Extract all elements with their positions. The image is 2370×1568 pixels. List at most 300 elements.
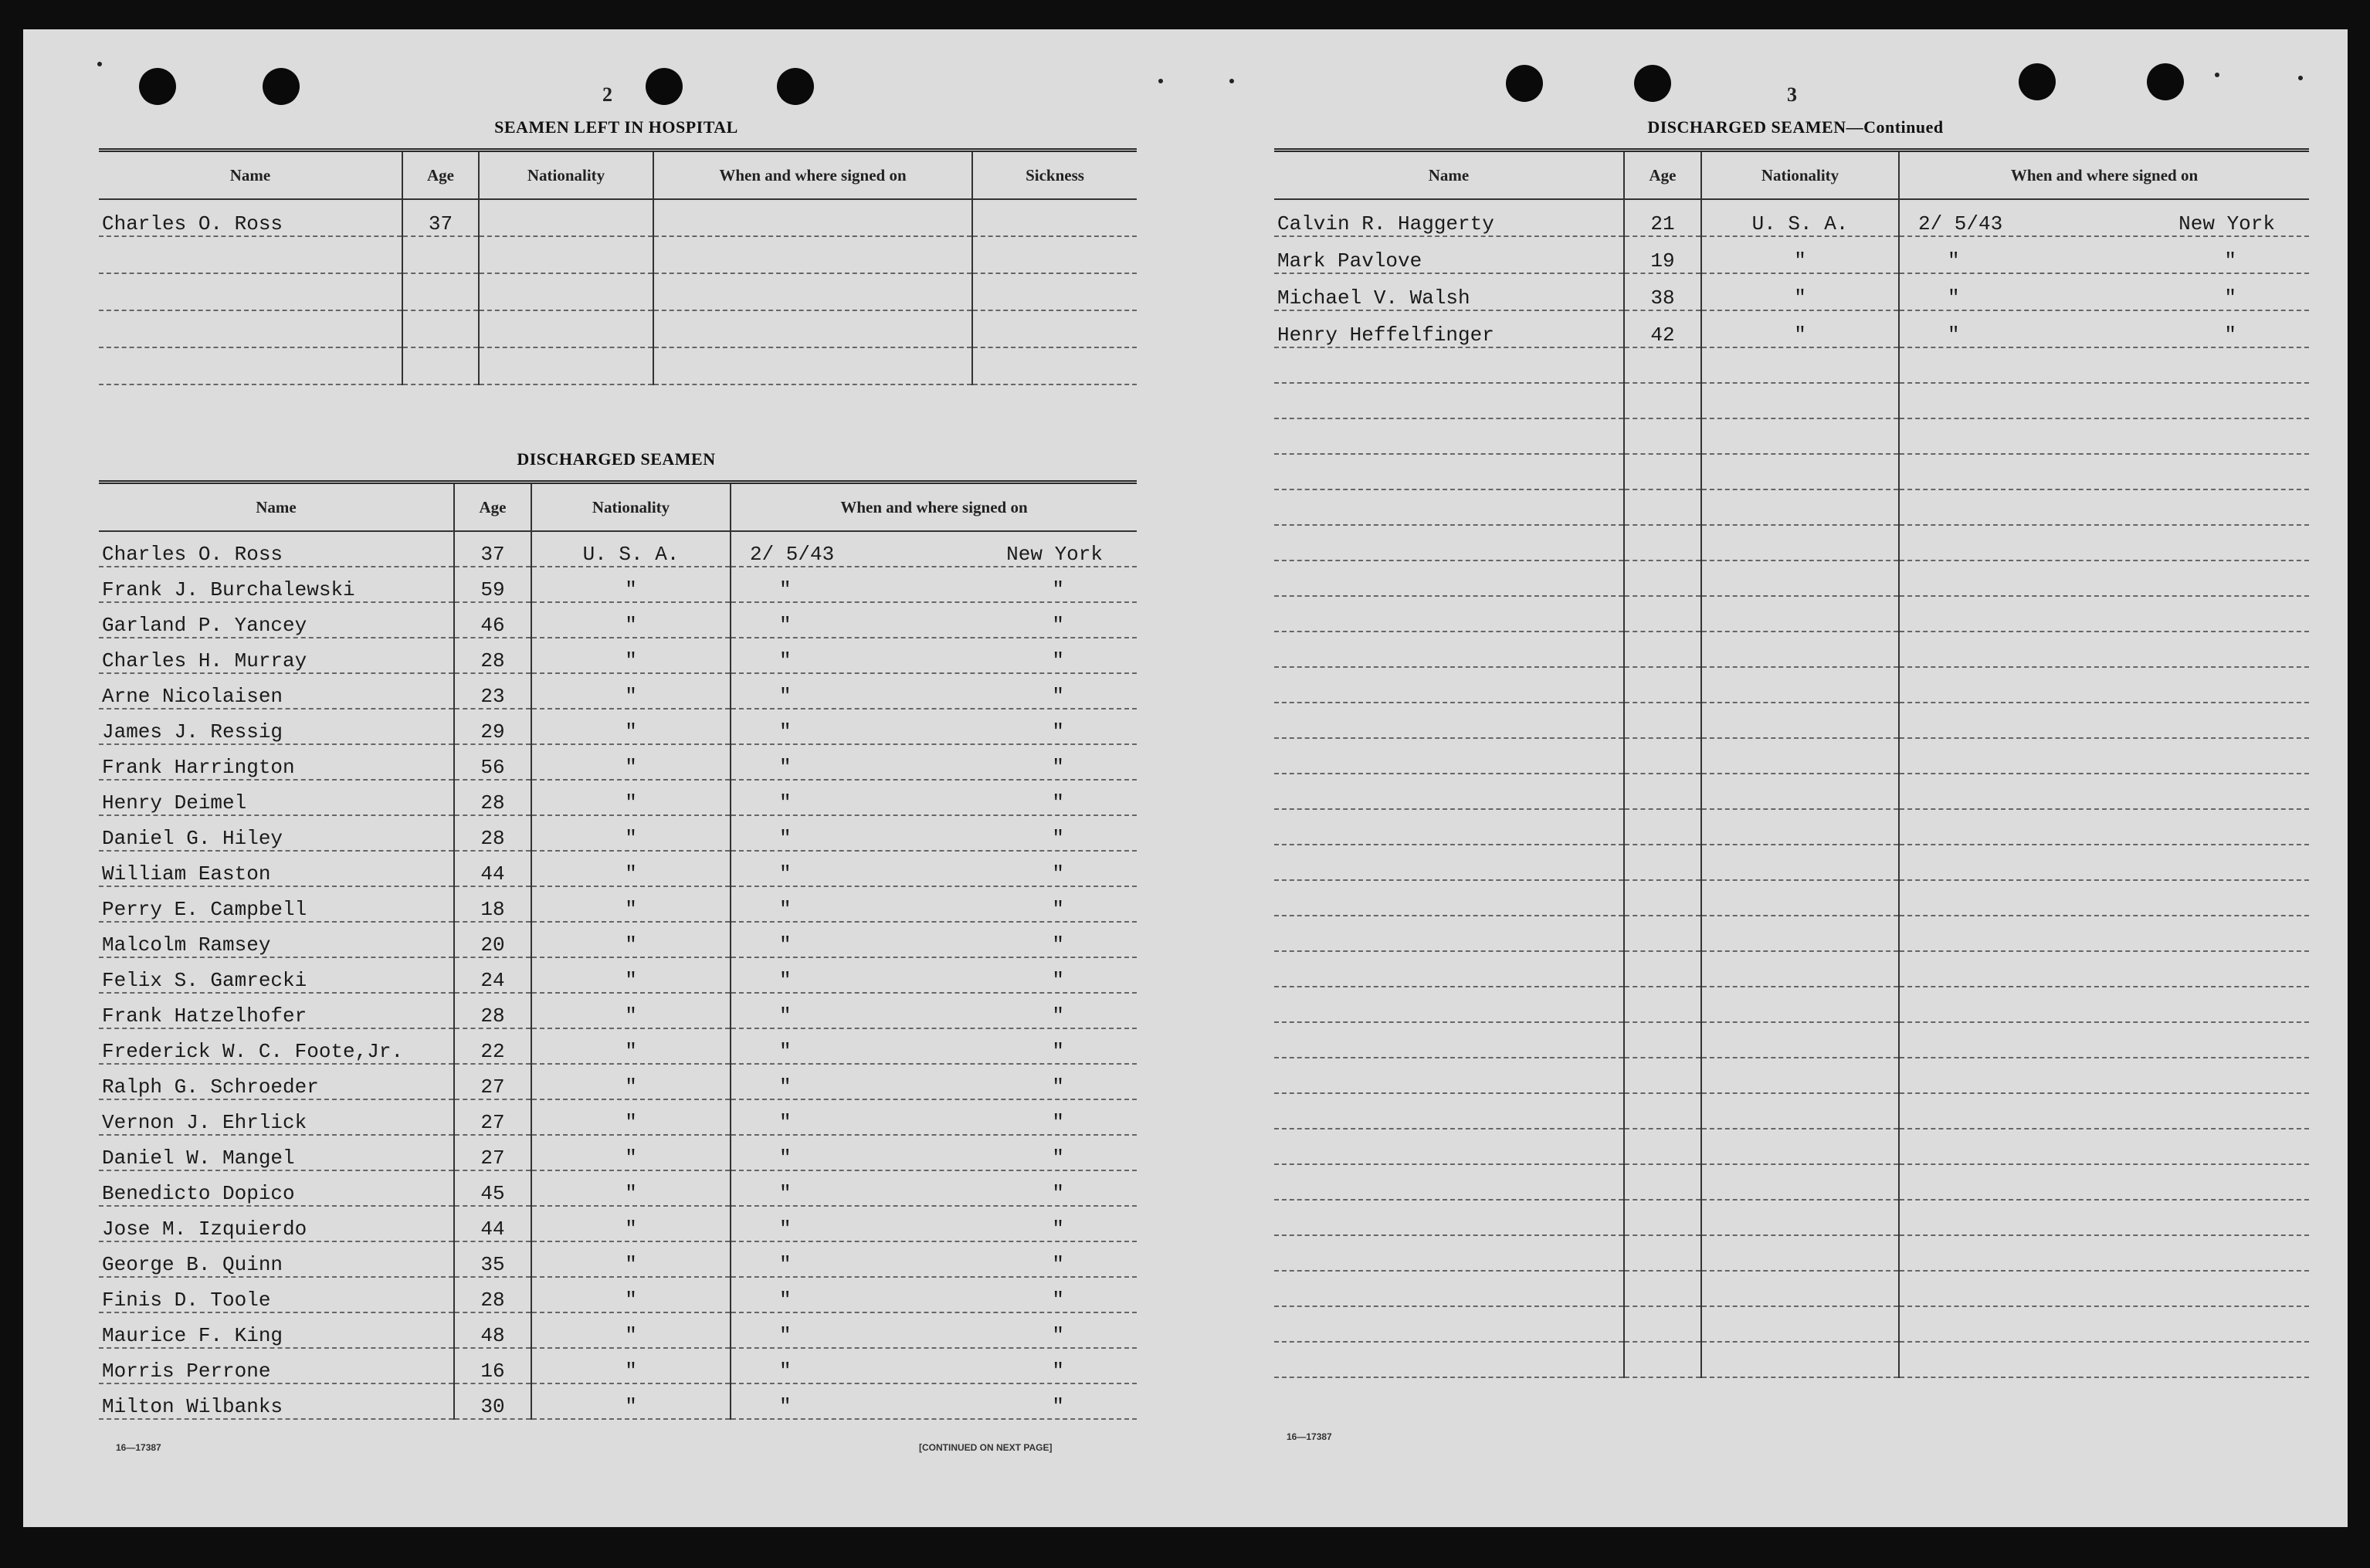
empty-cell [1899,703,2309,738]
empty-cell [1701,880,1899,916]
age-cell: 27 [454,1064,531,1099]
empty-cell [1274,667,1624,703]
empty-cell [1701,916,1899,951]
name-cell: Milton Wilbanks [99,1383,454,1419]
empty-cell [1701,1235,1899,1271]
age-cell [402,310,479,347]
empty-cell [1274,703,1624,738]
empty-cell [1701,632,1899,667]
place-value: New York [2178,212,2275,235]
empty-cell [1899,1058,2309,1093]
punch-hole [2019,63,2056,100]
signed-on-cell [731,1064,1137,1099]
table-row [1274,310,2309,347]
col-age: Age [454,483,531,532]
empty-cell [1899,383,2309,418]
signed-on-cell [731,1135,1137,1170]
date-value: " [779,1324,792,1347]
empty-cell [1899,418,2309,454]
age-cell: 28 [454,815,531,851]
table-row [99,1277,1137,1312]
age-cell: 28 [454,780,531,815]
nationality-cell: " [531,780,731,815]
form-code-left: 16—17387 [116,1442,161,1453]
empty-cell [1701,1022,1899,1058]
punch-hole [777,68,814,105]
nationality-cell: " [531,567,731,602]
nationality-cell: U. S. A. [531,531,731,567]
empty-cell [653,273,972,310]
blank-row [1274,347,2309,383]
name-cell: Henry Heffelfinger [1274,310,1624,347]
signed-on-cell [1899,273,2309,310]
age-cell: 38 [1624,273,1701,310]
name-cell [99,236,402,273]
empty-cell [1624,1200,1701,1235]
nationality-cell: " [1701,310,1899,347]
age-cell: 35 [454,1241,531,1277]
date-value: " [779,1040,792,1063]
signed-on-cell [731,602,1137,638]
table-row [99,957,1137,993]
empty-cell [1274,738,1624,774]
empty-cell [1701,454,1899,489]
table-row [99,273,1137,310]
name-cell: Henry Deimel [99,780,454,815]
date-value: " [779,827,792,850]
place-value: " [1052,898,1064,921]
blank-row [1274,1342,2309,1377]
empty-cell [1624,809,1701,845]
empty-cell [1274,1235,1624,1271]
name-cell: Calvin R. Haggerty [1274,199,1624,236]
date-value: " [779,614,792,637]
place-value: " [1052,614,1064,637]
nationality-cell: " [1701,273,1899,310]
table-row [99,310,1137,347]
empty-cell [1899,951,2309,987]
table-row [1274,273,2309,310]
table-row [99,531,1137,567]
place-value: " [1052,1324,1064,1347]
empty-cell [1899,560,2309,596]
name-cell: Charles H. Murray [99,638,454,673]
empty-cell [1624,383,1701,418]
signed-on-cell [1899,199,2309,236]
name-cell: Daniel W. Mangel [99,1135,454,1170]
blank-row [1274,418,2309,454]
age-cell [402,236,479,273]
empty-cell [1701,1271,1899,1306]
empty-cell [1274,347,1624,383]
col-nationality: Nationality [479,151,653,200]
signed-on-values [734,543,1134,566]
signed-on-values [734,1146,1134,1170]
signed-on-cell [731,744,1137,780]
name-cell: Finis D. Toole [99,1277,454,1312]
name-cell: Frank Hatzelhofer [99,993,454,1028]
signed-on-values [734,898,1134,921]
signed-on-values [734,1360,1134,1383]
table-row [99,1383,1137,1419]
blank-row [1274,525,2309,560]
date-value: " [1948,323,1960,347]
empty-cell [1624,560,1701,596]
table-row [99,236,1137,273]
signed-on-cell [731,1099,1137,1135]
speck [1229,79,1234,83]
nationality-cell: U. S. A. [1701,199,1899,236]
table-row [99,1170,1137,1206]
date-value: " [779,1360,792,1383]
empty-cell [1274,880,1624,916]
place-value: " [1052,1004,1064,1028]
nationality-cell: " [531,993,731,1028]
place-value: " [1052,827,1064,850]
empty-cell [1701,1306,1899,1342]
place-value: " [1052,1395,1064,1418]
empty-cell [1701,1164,1899,1200]
date-value: " [779,720,792,743]
name-cell: Perry E. Campbell [99,886,454,922]
empty-cell [1701,809,1899,845]
name-cell [99,347,402,384]
date-value: " [779,756,792,779]
signed-on-values [734,578,1134,601]
col-nationality: Nationality [1701,151,1899,200]
date-value: " [1948,286,1960,310]
hospital-table [99,148,1137,385]
signed-on-values [734,1182,1134,1205]
signed-on-values [734,649,1134,672]
date-value: " [779,862,792,886]
place-value: " [1052,1040,1064,1063]
nationality-cell: " [531,709,731,744]
empty-cell [1274,1271,1624,1306]
nationality-cell: " [531,744,731,780]
nationality-cell: " [531,1206,731,1241]
place-value: " [1052,720,1064,743]
empty-cell [1624,774,1701,809]
empty-cell [1899,1342,2309,1377]
place-value: " [1052,1111,1064,1134]
discharged-header-row [99,483,1137,532]
signed-on-values [734,1324,1134,1347]
empty-cell [479,199,653,236]
signed-on-values [734,756,1134,779]
name-cell: William Easton [99,851,454,886]
age-cell: 48 [454,1312,531,1348]
place-value: " [1052,862,1064,886]
blank-row [1274,916,2309,951]
signed-on-cell [731,1312,1137,1348]
name-cell [99,310,402,347]
page-number-left: 2 [602,83,612,106]
empty-cell [1624,987,1701,1022]
empty-cell [1274,1022,1624,1058]
table-row [99,347,1137,384]
col-age: Age [1624,151,1701,200]
empty-cell [1624,489,1701,525]
continued-note: [CONTINUED ON NEXT PAGE] [919,1442,1053,1453]
blank-row [1274,1200,2309,1235]
table-row [99,673,1137,709]
table-row [99,1348,1137,1383]
empty-cell [1701,667,1899,703]
name-cell: Vernon J. Ehrlick [99,1099,454,1135]
blank-row [1274,774,2309,809]
blank-row [1274,951,2309,987]
empty-cell [1274,596,1624,632]
name-cell: Frederick W. C. Foote,Jr. [99,1028,454,1064]
nationality-cell: " [531,1277,731,1312]
date-value: " [779,1146,792,1170]
age-cell: 28 [454,993,531,1028]
empty-cell [972,310,1137,347]
empty-cell [972,273,1137,310]
empty-cell [1274,951,1624,987]
empty-cell [1701,1129,1899,1164]
empty-cell [1701,1058,1899,1093]
table-row [99,709,1137,744]
signed-on-values [734,969,1134,992]
name-cell: Daniel G. Hiley [99,815,454,851]
signed-on-values [734,791,1134,814]
age-cell: 19 [1624,236,1701,273]
date-value: 2/ 5/43 [750,543,835,566]
signed-on-cell [731,567,1137,602]
punch-hole [139,68,176,105]
signed-on-values [734,862,1134,886]
discharged-continued-table [1274,148,2309,1378]
hospital-header-row [99,151,1137,200]
age-cell [402,347,479,384]
speck [97,62,102,66]
empty-cell [1624,418,1701,454]
signed-on-values [734,1075,1134,1099]
discharged-table [99,480,1137,1420]
name-cell [99,273,402,310]
empty-cell [1899,1306,2309,1342]
age-cell: 27 [454,1099,531,1135]
blank-row [1274,987,2309,1022]
nationality-cell: " [531,1170,731,1206]
place-value: " [1052,1217,1064,1241]
name-cell: Michael V. Walsh [1274,273,1624,310]
signed-on-values [1903,212,2306,235]
name-cell: Malcolm Ramsey [99,922,454,957]
empty-cell [1624,703,1701,738]
blank-row [1274,489,2309,525]
empty-cell [1274,525,1624,560]
empty-cell [1899,809,2309,845]
empty-cell [1701,987,1899,1022]
signed-on-values [734,933,1134,957]
table-row [99,851,1137,886]
blank-row [1274,1271,2309,1306]
empty-cell [1899,1271,2309,1306]
empty-cell [1624,951,1701,987]
date-value: " [779,649,792,672]
table-row [99,1135,1137,1170]
empty-cell [1624,454,1701,489]
empty-cell [1624,916,1701,951]
empty-cell [1274,809,1624,845]
blank-row [1274,1306,2309,1342]
table-row [99,602,1137,638]
age-cell: 42 [1624,310,1701,347]
blank-row [1274,1093,2309,1129]
blank-row [1274,809,2309,845]
age-cell: 44 [454,1206,531,1241]
empty-cell [479,236,653,273]
empty-cell [1701,1200,1899,1235]
empty-cell [1624,1342,1701,1377]
empty-cell [1899,880,2309,916]
date-value: " [779,578,792,601]
signed-on-values [734,1111,1134,1134]
signed-on-values [734,1289,1134,1312]
signed-on-cell [731,1206,1137,1241]
signed-on-cell [731,638,1137,673]
hospital-section-title: SEAMEN LEFT IN HOSPITAL [494,117,738,137]
empty-cell [1899,454,2309,489]
name-cell: Ralph G. Schroeder [99,1064,454,1099]
speck [2215,73,2219,77]
table-row [99,780,1137,815]
empty-cell [1899,1200,2309,1235]
place-value: " [1052,649,1064,672]
empty-cell [1624,596,1701,632]
signed-on-cell [731,1170,1137,1206]
empty-cell [1899,916,2309,951]
table-row [99,638,1137,673]
signed-on-cell [731,957,1137,993]
date-value: " [779,685,792,708]
age-cell: 28 [454,1277,531,1312]
empty-cell [1899,347,2309,383]
name-cell: Garland P. Yancey [99,602,454,638]
empty-cell [1624,880,1701,916]
age-cell: 28 [454,638,531,673]
name-cell: James J. Ressig [99,709,454,744]
blank-row [1274,596,2309,632]
empty-cell [1899,1129,2309,1164]
age-cell [402,273,479,310]
empty-cell [1899,1093,2309,1129]
nationality-cell: " [531,673,731,709]
nationality-cell: " [531,1099,731,1135]
punch-hole [2147,63,2184,100]
signed-on-cell [731,1241,1137,1277]
empty-cell [1274,1129,1624,1164]
signed-on-cell [731,1028,1137,1064]
table-row [99,886,1137,922]
name-cell: Benedicto Dopico [99,1170,454,1206]
date-value: " [779,1217,792,1241]
blank-row [1274,738,2309,774]
col-sickness: Sickness [972,151,1137,200]
col-signed-on: When and where signed on [1899,151,2309,200]
empty-cell [1624,1306,1701,1342]
place-value: " [2224,249,2236,273]
col-signed-on: When and where signed on [653,151,972,200]
nationality-cell: " [531,1241,731,1277]
empty-cell [1701,951,1899,987]
nationality-cell: " [531,851,731,886]
empty-cell [1899,667,2309,703]
age-cell: 23 [454,673,531,709]
place-value: " [1052,1182,1064,1205]
blank-row [1274,667,2309,703]
date-value: " [779,933,792,957]
empty-cell [1899,845,2309,880]
date-value: " [779,1289,792,1312]
signed-on-cell [1899,236,2309,273]
signed-on-cell [731,886,1137,922]
name-cell: Morris Perrone [99,1348,454,1383]
empty-cell [1274,916,1624,951]
empty-cell [1624,1129,1701,1164]
empty-cell [653,310,972,347]
empty-cell [1274,845,1624,880]
empty-cell [1701,560,1899,596]
nationality-cell: " [531,957,731,993]
discharged-cont-section-title: DISCHARGED SEAMEN—Continued [1647,117,1944,137]
signed-on-cell [731,780,1137,815]
empty-cell [1624,845,1701,880]
age-cell: 44 [454,851,531,886]
age-cell: 30 [454,1383,531,1419]
name-cell: Arne Nicolaisen [99,673,454,709]
table-row [1274,199,2309,236]
place-value: New York [1006,543,1103,566]
table-row [99,744,1137,780]
punch-hole [1634,65,1671,102]
nationality-cell: " [531,886,731,922]
name-cell: George B. Quinn [99,1241,454,1277]
age-cell: 46 [454,602,531,638]
age-cell: 29 [454,709,531,744]
name-cell: Frank J. Burchalewski [99,567,454,602]
page-number-right: 3 [1787,83,1797,106]
name-cell: Jose M. Izquierdo [99,1206,454,1241]
nationality-cell: " [531,1028,731,1064]
place-value: " [1052,1289,1064,1312]
date-value: " [1948,249,1960,273]
table-row [99,1206,1137,1241]
age-cell: 56 [454,744,531,780]
signed-on-values [1903,323,2306,347]
name-cell: Mark Pavlove [1274,236,1624,273]
empty-cell [1624,1093,1701,1129]
date-value: 2/ 5/43 [1918,212,2003,235]
col-signed-on: When and where signed on [731,483,1137,532]
empty-cell [1274,383,1624,418]
age-cell: 24 [454,957,531,993]
empty-cell [1701,596,1899,632]
empty-cell [1701,418,1899,454]
col-nationality: Nationality [531,483,731,532]
age-cell: 18 [454,886,531,922]
col-name: Name [99,151,402,200]
place-value: " [1052,791,1064,814]
table-row [99,1099,1137,1135]
empty-cell [653,236,972,273]
form-code-right: 16—17387 [1287,1431,1332,1442]
empty-cell [1701,845,1899,880]
document-sheet [23,29,2348,1527]
